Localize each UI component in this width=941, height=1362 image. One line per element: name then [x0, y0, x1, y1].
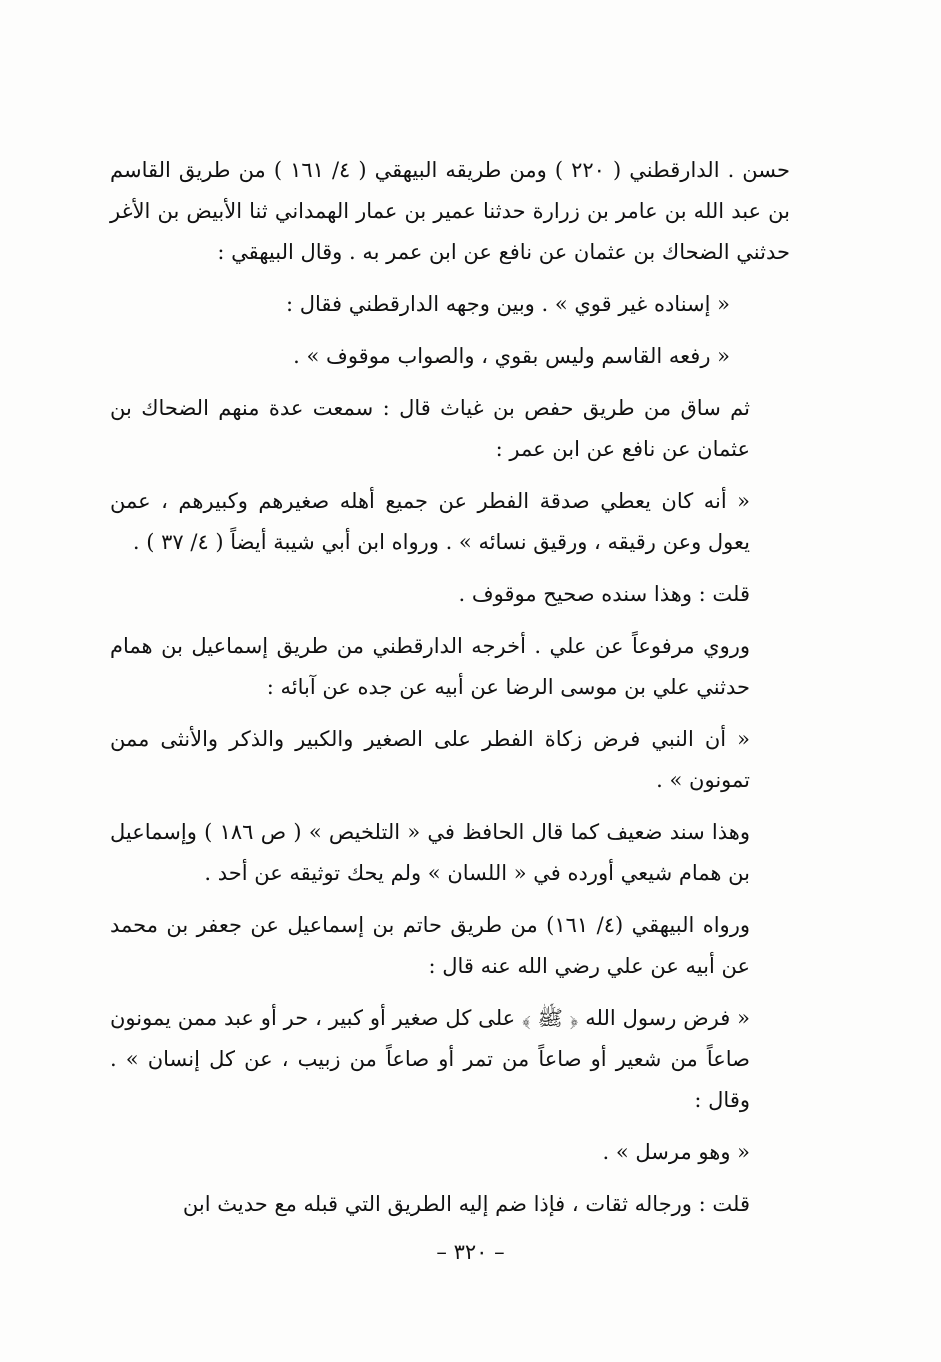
paragraph-2: « إسناده غير قوي » . وبين وجهه الدارقطني فقال : [286, 292, 730, 316]
paragraph-1: حسن . الدارقطني ( ٢٢٠ ) ومن طريقه البيهقي ( ٤/ ١٦١ ) من طريق القاسم بن عبد الله بن عامر بن زرارة حدثنا عمير بن عمار الهمداني ثنا الأبيض بن الأغر حدثني الضحاك بن عثمان عن نافع عن ابن عمر به . وقال البيهقي : [110, 158, 791, 264]
paragraph-8: « أن النبي فرض زكاة الفطر على الصغير والكبير والذكر والأنثى ممن تمونون » . [110, 727, 750, 792]
paragraph-6: قلت : وهذا سنده صحيح موقوف . [458, 582, 750, 606]
paragraph-3: « رفعه القاسم وليس بقوي ، والصواب موقوف » . [293, 344, 730, 368]
paragraph-5: « أنه كان يعطي صدقة الفطر عن جميع أهله صغيرهم وكبيرهم ، عمن يعول وعن رقيقه ، ورقيق نسائه » . ورواه ابن أبي شيبة أيضاً ( ٤/ ٣٧ ) . [110, 489, 750, 554]
body-text [110, 150, 790, 1236]
paragraph-11: « فرض رسول الله ﴿ ﷺ ﴾ على كل صغير أو كبير ، حر أو عبد ممن يمونون صاعاً من شعير أو صاعاً من تمر أو صاعاً من زبيب ، عن كل إنسان » . وقال : [110, 1006, 750, 1112]
paragraph-10: ورواه البيهقي (٤/ ١٦١) من طريق حاتم بن إسماعيل عن جعفر بن محمد عن أبيه عن علي رضي الله عنه قال : [110, 913, 750, 978]
paragraph-4: ثم ساق من طريق حفص بن غياث قال : سمعت عدة منهم الضحاك بن عثمان عن نافع عن ابن عمر : [110, 396, 750, 461]
page-number: – ٣٢٠ – [436, 1240, 505, 1264]
paragraph-13: قلت : ورجاله ثقات ، فإذا ضم إليه الطريق التي قبله مع حديث ابن [182, 1192, 750, 1216]
paragraph-12: « وهو مرسل » . [602, 1140, 750, 1164]
paragraph-7: وروي مرفوعاً عن علي . أخرجه الدارقطني من طريق إسماعيل بن همام حدثني علي بن موسى الرضا عن أبيه عن جده عن آبائه : [110, 634, 750, 699]
paragraph-9: وهذا سند ضعيف كما قال الحافظ في « التلخيص » ( ص ١٨٦ ) وإسماعيل بن همام شيعي أورده في « اللسان » ولم يحك توثيقه عن أحد . [110, 820, 750, 885]
